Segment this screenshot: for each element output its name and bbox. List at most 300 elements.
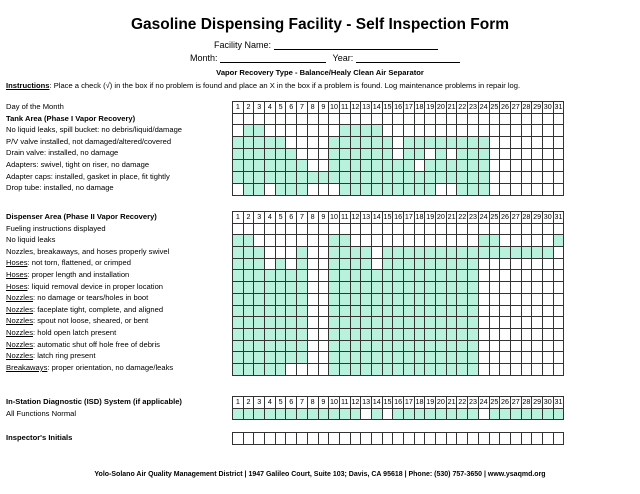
check-box-day-5[interactable] bbox=[275, 223, 286, 235]
check-box-day-25[interactable] bbox=[489, 340, 500, 352]
check-box-day-28[interactable] bbox=[521, 148, 532, 160]
check-box-day-4[interactable] bbox=[265, 408, 276, 420]
check-box-day-26[interactable] bbox=[500, 137, 511, 149]
check-box-day-10[interactable] bbox=[329, 270, 340, 282]
check-box-day-3[interactable] bbox=[254, 270, 265, 282]
check-box-day-6[interactable] bbox=[286, 247, 297, 259]
check-box-day-13[interactable] bbox=[361, 340, 372, 352]
check-box-day-15[interactable] bbox=[382, 258, 393, 270]
check-box-day-13[interactable] bbox=[361, 433, 372, 445]
check-box-day-29[interactable] bbox=[532, 183, 543, 195]
check-box-day-10[interactable] bbox=[329, 293, 340, 305]
check-box-day-25[interactable] bbox=[489, 293, 500, 305]
check-box-day-26[interactable] bbox=[500, 363, 511, 375]
check-box-day-18[interactable] bbox=[414, 172, 425, 184]
check-box-day-23[interactable] bbox=[468, 270, 479, 282]
check-box-day-8[interactable] bbox=[307, 247, 318, 259]
check-box-day-23[interactable] bbox=[468, 160, 479, 172]
check-box-day-7[interactable] bbox=[297, 113, 308, 125]
check-box-day-11[interactable] bbox=[339, 247, 350, 259]
check-box-day-7[interactable] bbox=[297, 293, 308, 305]
check-box-day-15[interactable] bbox=[382, 148, 393, 160]
check-box-day-21[interactable] bbox=[446, 113, 457, 125]
check-box-day-16[interactable] bbox=[393, 328, 404, 340]
check-box-day-5[interactable] bbox=[275, 363, 286, 375]
check-box-day-31[interactable] bbox=[553, 328, 564, 340]
check-box-day-26[interactable] bbox=[500, 113, 511, 125]
check-box-day-8[interactable] bbox=[307, 137, 318, 149]
check-box-day-29[interactable] bbox=[532, 172, 543, 184]
check-box-day-13[interactable] bbox=[361, 247, 372, 259]
check-box-day-1[interactable] bbox=[233, 328, 244, 340]
check-box-day-25[interactable] bbox=[489, 172, 500, 184]
check-box-day-30[interactable] bbox=[542, 148, 553, 160]
check-box-day-12[interactable] bbox=[350, 328, 361, 340]
check-box-day-14[interactable] bbox=[371, 160, 382, 172]
check-box-day-2[interactable] bbox=[243, 148, 254, 160]
check-box-day-20[interactable] bbox=[436, 160, 447, 172]
check-box-day-29[interactable] bbox=[532, 352, 543, 364]
check-box-day-17[interactable] bbox=[404, 223, 415, 235]
check-box-day-25[interactable] bbox=[489, 282, 500, 294]
check-box-day-7[interactable] bbox=[297, 247, 308, 259]
check-box-day-24[interactable] bbox=[478, 270, 489, 282]
check-box-day-4[interactable] bbox=[265, 183, 276, 195]
check-box-day-6[interactable] bbox=[286, 113, 297, 125]
check-box-day-22[interactable] bbox=[457, 183, 468, 195]
check-box-day-3[interactable] bbox=[254, 293, 265, 305]
check-box-day-28[interactable] bbox=[521, 305, 532, 317]
check-box-day-21[interactable] bbox=[446, 183, 457, 195]
check-box-day-25[interactable] bbox=[489, 433, 500, 445]
check-box-day-26[interactable] bbox=[500, 125, 511, 137]
check-box-day-23[interactable] bbox=[468, 183, 479, 195]
check-box-day-21[interactable] bbox=[446, 125, 457, 137]
check-box-day-24[interactable] bbox=[478, 247, 489, 259]
check-box-day-11[interactable] bbox=[339, 328, 350, 340]
check-box-day-22[interactable] bbox=[457, 247, 468, 259]
check-box-day-22[interactable] bbox=[457, 352, 468, 364]
check-box-day-10[interactable] bbox=[329, 305, 340, 317]
check-box-day-11[interactable] bbox=[339, 317, 350, 329]
check-box-day-30[interactable] bbox=[542, 433, 553, 445]
check-box-day-23[interactable] bbox=[468, 125, 479, 137]
check-box-day-26[interactable] bbox=[500, 408, 511, 420]
check-box-day-29[interactable] bbox=[532, 137, 543, 149]
check-box-day-3[interactable] bbox=[254, 408, 265, 420]
check-box-day-13[interactable] bbox=[361, 113, 372, 125]
check-box-day-3[interactable] bbox=[254, 340, 265, 352]
check-box-day-18[interactable] bbox=[414, 148, 425, 160]
check-box-day-18[interactable] bbox=[414, 282, 425, 294]
check-box-day-29[interactable] bbox=[532, 317, 543, 329]
check-box-day-18[interactable] bbox=[414, 160, 425, 172]
check-box-day-17[interactable] bbox=[404, 258, 415, 270]
check-box-day-16[interactable] bbox=[393, 247, 404, 259]
check-box-day-11[interactable] bbox=[339, 223, 350, 235]
check-box-day-28[interactable] bbox=[521, 363, 532, 375]
check-box-day-10[interactable] bbox=[329, 433, 340, 445]
check-box-day-13[interactable] bbox=[361, 172, 372, 184]
check-box-day-4[interactable] bbox=[265, 258, 276, 270]
check-box-day-29[interactable] bbox=[532, 125, 543, 137]
check-box-day-15[interactable] bbox=[382, 235, 393, 247]
check-box-day-18[interactable] bbox=[414, 328, 425, 340]
check-box-day-7[interactable] bbox=[297, 352, 308, 364]
check-box-day-3[interactable] bbox=[254, 148, 265, 160]
check-box-day-10[interactable] bbox=[329, 328, 340, 340]
check-box-day-19[interactable] bbox=[425, 223, 436, 235]
check-box-day-30[interactable] bbox=[542, 125, 553, 137]
check-box-day-1[interactable] bbox=[233, 137, 244, 149]
check-box-day-9[interactable] bbox=[318, 137, 329, 149]
check-box-day-6[interactable] bbox=[286, 352, 297, 364]
check-box-day-26[interactable] bbox=[500, 293, 511, 305]
check-box-day-11[interactable] bbox=[339, 183, 350, 195]
check-box-day-10[interactable] bbox=[329, 137, 340, 149]
check-box-day-26[interactable] bbox=[500, 340, 511, 352]
check-box-day-12[interactable] bbox=[350, 352, 361, 364]
check-box-day-15[interactable] bbox=[382, 247, 393, 259]
check-box-day-25[interactable] bbox=[489, 247, 500, 259]
check-box-day-6[interactable] bbox=[286, 340, 297, 352]
check-box-day-22[interactable] bbox=[457, 282, 468, 294]
check-box-day-29[interactable] bbox=[532, 328, 543, 340]
check-box-day-4[interactable] bbox=[265, 172, 276, 184]
check-box-day-3[interactable] bbox=[254, 258, 265, 270]
check-box-day-27[interactable] bbox=[510, 363, 521, 375]
check-box-day-19[interactable] bbox=[425, 183, 436, 195]
check-box-day-2[interactable] bbox=[243, 223, 254, 235]
check-box-day-10[interactable] bbox=[329, 408, 340, 420]
check-box-day-11[interactable] bbox=[339, 235, 350, 247]
check-box-day-20[interactable] bbox=[436, 363, 447, 375]
check-box-day-23[interactable] bbox=[468, 137, 479, 149]
check-box-day-24[interactable] bbox=[478, 258, 489, 270]
check-box-day-18[interactable] bbox=[414, 247, 425, 259]
check-box-day-19[interactable] bbox=[425, 160, 436, 172]
check-box-day-23[interactable] bbox=[468, 223, 479, 235]
check-box-day-29[interactable] bbox=[532, 223, 543, 235]
check-box-day-22[interactable] bbox=[457, 408, 468, 420]
check-box-day-5[interactable] bbox=[275, 270, 286, 282]
check-box-day-27[interactable] bbox=[510, 172, 521, 184]
check-box-day-4[interactable] bbox=[265, 125, 276, 137]
check-box-day-30[interactable] bbox=[542, 137, 553, 149]
check-box-day-26[interactable] bbox=[500, 183, 511, 195]
check-box-day-16[interactable] bbox=[393, 340, 404, 352]
check-box-day-10[interactable] bbox=[329, 340, 340, 352]
check-box-day-30[interactable] bbox=[542, 328, 553, 340]
check-box-day-17[interactable] bbox=[404, 317, 415, 329]
check-box-day-13[interactable] bbox=[361, 317, 372, 329]
check-box-day-15[interactable] bbox=[382, 317, 393, 329]
check-box-day-10[interactable] bbox=[329, 183, 340, 195]
check-box-day-18[interactable] bbox=[414, 183, 425, 195]
check-box-day-29[interactable] bbox=[532, 293, 543, 305]
check-box-day-31[interactable] bbox=[553, 183, 564, 195]
check-box-day-29[interactable] bbox=[532, 148, 543, 160]
check-box-day-7[interactable] bbox=[297, 125, 308, 137]
check-box-day-25[interactable] bbox=[489, 125, 500, 137]
check-box-day-21[interactable] bbox=[446, 247, 457, 259]
check-box-day-24[interactable] bbox=[478, 137, 489, 149]
check-box-day-13[interactable] bbox=[361, 305, 372, 317]
check-box-day-21[interactable] bbox=[446, 340, 457, 352]
check-box-day-14[interactable] bbox=[371, 328, 382, 340]
check-box-day-9[interactable] bbox=[318, 125, 329, 137]
check-box-day-27[interactable] bbox=[510, 235, 521, 247]
check-box-day-27[interactable] bbox=[510, 340, 521, 352]
check-box-day-20[interactable] bbox=[436, 408, 447, 420]
check-box-day-8[interactable] bbox=[307, 172, 318, 184]
check-box-day-15[interactable] bbox=[382, 113, 393, 125]
check-box-day-13[interactable] bbox=[361, 160, 372, 172]
facility-name-field[interactable] bbox=[274, 40, 438, 50]
check-box-day-29[interactable] bbox=[532, 258, 543, 270]
check-box-day-9[interactable] bbox=[318, 433, 329, 445]
check-box-day-4[interactable] bbox=[265, 160, 276, 172]
check-box-day-20[interactable] bbox=[436, 183, 447, 195]
check-box-day-2[interactable] bbox=[243, 270, 254, 282]
check-box-day-14[interactable] bbox=[371, 137, 382, 149]
check-box-day-16[interactable] bbox=[393, 137, 404, 149]
check-box-day-22[interactable] bbox=[457, 223, 468, 235]
check-box-day-25[interactable] bbox=[489, 408, 500, 420]
check-box-day-5[interactable] bbox=[275, 282, 286, 294]
check-box-day-12[interactable] bbox=[350, 148, 361, 160]
check-box-day-8[interactable] bbox=[307, 408, 318, 420]
check-box-day-27[interactable] bbox=[510, 148, 521, 160]
check-box-day-16[interactable] bbox=[393, 363, 404, 375]
check-box-day-19[interactable] bbox=[425, 363, 436, 375]
check-box-day-5[interactable] bbox=[275, 293, 286, 305]
check-box-day-17[interactable] bbox=[404, 328, 415, 340]
check-box-day-1[interactable] bbox=[233, 340, 244, 352]
check-box-day-11[interactable] bbox=[339, 352, 350, 364]
check-box-day-29[interactable] bbox=[532, 270, 543, 282]
check-box-day-18[interactable] bbox=[414, 137, 425, 149]
check-box-day-25[interactable] bbox=[489, 270, 500, 282]
check-box-day-5[interactable] bbox=[275, 247, 286, 259]
check-box-day-30[interactable] bbox=[542, 160, 553, 172]
year-field[interactable] bbox=[356, 53, 460, 63]
check-box-day-2[interactable] bbox=[243, 293, 254, 305]
check-box-day-4[interactable] bbox=[265, 293, 276, 305]
check-box-day-12[interactable] bbox=[350, 270, 361, 282]
check-box-day-18[interactable] bbox=[414, 433, 425, 445]
check-box-day-6[interactable] bbox=[286, 223, 297, 235]
check-box-day-28[interactable] bbox=[521, 172, 532, 184]
check-box-day-8[interactable] bbox=[307, 352, 318, 364]
check-box-day-3[interactable] bbox=[254, 223, 265, 235]
check-box-day-22[interactable] bbox=[457, 172, 468, 184]
check-box-day-12[interactable] bbox=[350, 125, 361, 137]
check-box-day-5[interactable] bbox=[275, 305, 286, 317]
check-box-day-7[interactable] bbox=[297, 235, 308, 247]
check-box-day-15[interactable] bbox=[382, 160, 393, 172]
check-box-day-6[interactable] bbox=[286, 282, 297, 294]
check-box-day-31[interactable] bbox=[553, 258, 564, 270]
check-box-day-25[interactable] bbox=[489, 328, 500, 340]
check-box-day-12[interactable] bbox=[350, 317, 361, 329]
check-box-day-1[interactable] bbox=[233, 270, 244, 282]
check-box-day-29[interactable] bbox=[532, 340, 543, 352]
check-box-day-26[interactable] bbox=[500, 148, 511, 160]
check-box-day-24[interactable] bbox=[478, 113, 489, 125]
check-box-day-5[interactable] bbox=[275, 235, 286, 247]
check-box-day-19[interactable] bbox=[425, 408, 436, 420]
check-box-day-2[interactable] bbox=[243, 125, 254, 137]
check-box-day-8[interactable] bbox=[307, 340, 318, 352]
check-box-day-21[interactable] bbox=[446, 223, 457, 235]
check-box-day-3[interactable] bbox=[254, 363, 265, 375]
check-box-day-26[interactable] bbox=[500, 223, 511, 235]
check-box-day-20[interactable] bbox=[436, 258, 447, 270]
check-box-day-8[interactable] bbox=[307, 305, 318, 317]
check-box-day-19[interactable] bbox=[425, 340, 436, 352]
check-box-day-21[interactable] bbox=[446, 137, 457, 149]
check-box-day-5[interactable] bbox=[275, 328, 286, 340]
check-box-day-5[interactable] bbox=[275, 183, 286, 195]
check-box-day-4[interactable] bbox=[265, 148, 276, 160]
check-box-day-11[interactable] bbox=[339, 340, 350, 352]
check-box-day-26[interactable] bbox=[500, 270, 511, 282]
check-box-day-2[interactable] bbox=[243, 137, 254, 149]
check-box-day-7[interactable] bbox=[297, 317, 308, 329]
check-box-day-11[interactable] bbox=[339, 172, 350, 184]
check-box-day-14[interactable] bbox=[371, 317, 382, 329]
check-box-day-7[interactable] bbox=[297, 433, 308, 445]
check-box-day-18[interactable] bbox=[414, 113, 425, 125]
check-box-day-27[interactable] bbox=[510, 183, 521, 195]
check-box-day-30[interactable] bbox=[542, 223, 553, 235]
check-box-day-17[interactable] bbox=[404, 235, 415, 247]
check-box-day-6[interactable] bbox=[286, 363, 297, 375]
check-box-day-6[interactable] bbox=[286, 317, 297, 329]
check-box-day-13[interactable] bbox=[361, 328, 372, 340]
check-box-day-8[interactable] bbox=[307, 270, 318, 282]
check-box-day-17[interactable] bbox=[404, 282, 415, 294]
check-box-day-7[interactable] bbox=[297, 282, 308, 294]
check-box-day-16[interactable] bbox=[393, 258, 404, 270]
check-box-day-10[interactable] bbox=[329, 148, 340, 160]
check-box-day-24[interactable] bbox=[478, 352, 489, 364]
check-box-day-25[interactable] bbox=[489, 317, 500, 329]
check-box-day-6[interactable] bbox=[286, 125, 297, 137]
check-box-day-16[interactable] bbox=[393, 408, 404, 420]
check-box-day-7[interactable] bbox=[297, 328, 308, 340]
check-box-day-10[interactable] bbox=[329, 125, 340, 137]
check-box-day-30[interactable] bbox=[542, 340, 553, 352]
check-box-day-12[interactable] bbox=[350, 363, 361, 375]
check-box-day-8[interactable] bbox=[307, 258, 318, 270]
check-box-day-6[interactable] bbox=[286, 328, 297, 340]
check-box-day-3[interactable] bbox=[254, 137, 265, 149]
check-box-day-19[interactable] bbox=[425, 125, 436, 137]
check-box-day-19[interactable] bbox=[425, 258, 436, 270]
check-box-day-21[interactable] bbox=[446, 172, 457, 184]
check-box-day-28[interactable] bbox=[521, 352, 532, 364]
check-box-day-4[interactable] bbox=[265, 113, 276, 125]
check-box-day-30[interactable] bbox=[542, 258, 553, 270]
check-box-day-28[interactable] bbox=[521, 183, 532, 195]
check-box-day-20[interactable] bbox=[436, 328, 447, 340]
check-box-day-26[interactable] bbox=[500, 352, 511, 364]
check-box-day-12[interactable] bbox=[350, 113, 361, 125]
check-box-day-31[interactable] bbox=[553, 113, 564, 125]
check-box-day-14[interactable] bbox=[371, 235, 382, 247]
check-box-day-17[interactable] bbox=[404, 363, 415, 375]
check-box-day-31[interactable] bbox=[553, 340, 564, 352]
check-box-day-21[interactable] bbox=[446, 305, 457, 317]
check-box-day-28[interactable] bbox=[521, 125, 532, 137]
check-box-day-9[interactable] bbox=[318, 172, 329, 184]
check-box-day-8[interactable] bbox=[307, 235, 318, 247]
check-box-day-11[interactable] bbox=[339, 258, 350, 270]
check-box-day-2[interactable] bbox=[243, 183, 254, 195]
check-box-day-1[interactable] bbox=[233, 223, 244, 235]
check-box-day-15[interactable] bbox=[382, 183, 393, 195]
check-box-day-1[interactable] bbox=[233, 258, 244, 270]
check-box-day-24[interactable] bbox=[478, 160, 489, 172]
check-box-day-16[interactable] bbox=[393, 433, 404, 445]
check-box-day-17[interactable] bbox=[404, 160, 415, 172]
check-box-day-22[interactable] bbox=[457, 160, 468, 172]
check-box-day-2[interactable] bbox=[243, 235, 254, 247]
check-box-day-16[interactable] bbox=[393, 352, 404, 364]
check-box-day-3[interactable] bbox=[254, 305, 265, 317]
check-box-day-9[interactable] bbox=[318, 235, 329, 247]
check-box-day-7[interactable] bbox=[297, 408, 308, 420]
check-box-day-29[interactable] bbox=[532, 282, 543, 294]
check-box-day-2[interactable] bbox=[243, 113, 254, 125]
check-box-day-12[interactable] bbox=[350, 137, 361, 149]
check-box-day-24[interactable] bbox=[478, 148, 489, 160]
check-box-day-30[interactable] bbox=[542, 305, 553, 317]
check-box-day-30[interactable] bbox=[542, 352, 553, 364]
check-box-day-30[interactable] bbox=[542, 293, 553, 305]
check-box-day-20[interactable] bbox=[436, 352, 447, 364]
check-box-day-1[interactable] bbox=[233, 113, 244, 125]
check-box-day-31[interactable] bbox=[553, 282, 564, 294]
check-box-day-27[interactable] bbox=[510, 408, 521, 420]
check-box-day-17[interactable] bbox=[404, 125, 415, 137]
check-box-day-10[interactable] bbox=[329, 235, 340, 247]
check-box-day-5[interactable] bbox=[275, 137, 286, 149]
check-box-day-23[interactable] bbox=[468, 352, 479, 364]
check-box-day-17[interactable] bbox=[404, 137, 415, 149]
check-box-day-8[interactable] bbox=[307, 113, 318, 125]
check-box-day-12[interactable] bbox=[350, 305, 361, 317]
check-box-day-8[interactable] bbox=[307, 223, 318, 235]
check-box-day-1[interactable] bbox=[233, 293, 244, 305]
check-box-day-4[interactable] bbox=[265, 223, 276, 235]
check-box-day-17[interactable] bbox=[404, 148, 415, 160]
check-box-day-21[interactable] bbox=[446, 352, 457, 364]
check-box-day-12[interactable] bbox=[350, 172, 361, 184]
check-box-day-6[interactable] bbox=[286, 293, 297, 305]
check-box-day-18[interactable] bbox=[414, 293, 425, 305]
check-box-day-15[interactable] bbox=[382, 340, 393, 352]
check-box-day-18[interactable] bbox=[414, 317, 425, 329]
check-box-day-29[interactable] bbox=[532, 113, 543, 125]
check-box-day-17[interactable] bbox=[404, 172, 415, 184]
check-box-day-20[interactable] bbox=[436, 148, 447, 160]
check-box-day-7[interactable] bbox=[297, 160, 308, 172]
check-box-day-5[interactable] bbox=[275, 352, 286, 364]
check-box-day-21[interactable] bbox=[446, 282, 457, 294]
